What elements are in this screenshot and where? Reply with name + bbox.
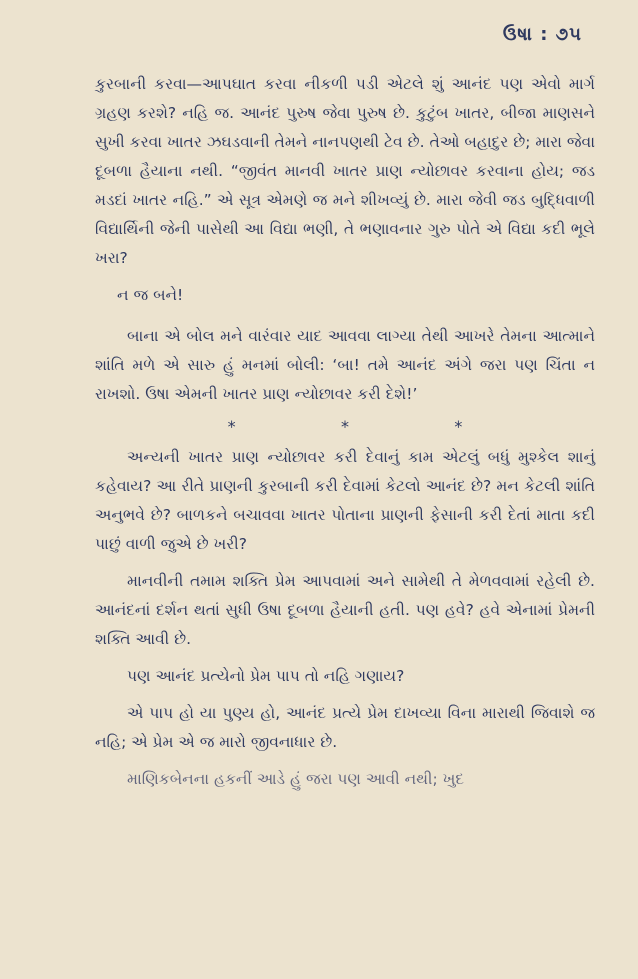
paragraph: એ પાપ હો યા પુણ્ય હો, આનંદ પ્રત્યે પ્રેમ દાખવ્યા વિના મારાથી જિવાશે જ નહિ; એ પ્રેમ એ જ મારો જીવનાધાર છે.: [95, 704, 595, 751]
paragraph: અન્યની ખાતર પ્રાણ ન્યોછાવર કરી દેવાનું કામ એટલું બધું મુશ્કેલ શાનું કહેવાય? આ રીતે પ્રાણની કુરબાની કરી દેવામાં કેટલો આનંદ છે? મન કેટલી શાંતિ અનુભવે છે? બાળકને બચાવવા ખાતર પોતાના પ્રાણની ફેસાની કરી દેતાં માતા કદી પાછું વાળી જુએ છે ખરી?: [95, 448, 595, 553]
divider-star: *: [340, 417, 349, 436]
page-body: [95, 70, 595, 802]
paragraph: કુરબાની કરવા—આપઘાત કરવા નીકળી પડી એટલે શું આનંદ પણ એવો માર્ગ ગ્રહણ કરશે? નહિ જ. આનંદ પુરુષ જેવા પુરુષ છે. કુટુંબ ખાતર, બીજા માણસને સુખી કરવા ખાતર ઝઘડવાની તેમને નાનપણથી ટેવ છે. તેઓ બહાદુર છે; મારા જેવા દૂબળા હૈયાના નથી. “જીવંત માનવી ખાતર પ્રાણ ન્યોછાવર કરવાના હોય; જડ મડદાં ખાતર નહિ.” એ સૂત્ર એમણે જ મને શીખવ્યું છે. મારા જેવી જડ બુદ્ધિવાળી વિદ્યાર્થિની જેની પાસેથી આ વિદ્યા ભણી, તે ભણાવનાર ગુરુ પોતે એ વિદ્યા કદી ભૂલે ખરા?: [95, 75, 595, 267]
running-header: ઉષા : ૭૫: [502, 24, 582, 45]
divider-star: *: [454, 417, 463, 436]
paragraph: બાના એ બોલ મને વારંવાર યાદ આવવા લાગ્યા તેથી આખરે તેમના આત્માને શાંતિ મળે એ સારુ હું મનમાં બોલી: ‘બા! તમે આનંદ અંગે જરા પણ ચિંતા ન રાખશો. ઉષા એમની ખાતર પ્રાણ ન્યોછાવર કરી દેશે!’: [95, 327, 595, 403]
divider-star: *: [227, 417, 236, 436]
section-divider: [175, 417, 515, 437]
paragraph: ન જ બને!: [117, 286, 184, 304]
paragraph: માનવીની તમામ શક્તિ પ્રેમ આપવામાં અને સામેથી તે મેળવવામાં રહેલી છે. આનંદનાં દર્શન થતાં સુધી ઉષા દૂબળા હૈયાની હતી. પણ હવે? હવે એનામાં પ્રેમની શક્તિ આવી છે.: [95, 572, 595, 648]
paragraph: માણિકબેનના હકનીં આડે હું જરા પણ આવી નથી; ખુદ: [127, 770, 465, 788]
paragraph: પણ આનંદ પ્રત્યેનો પ્રેમ પાપ તો નહિ ગણાય?: [127, 667, 405, 685]
